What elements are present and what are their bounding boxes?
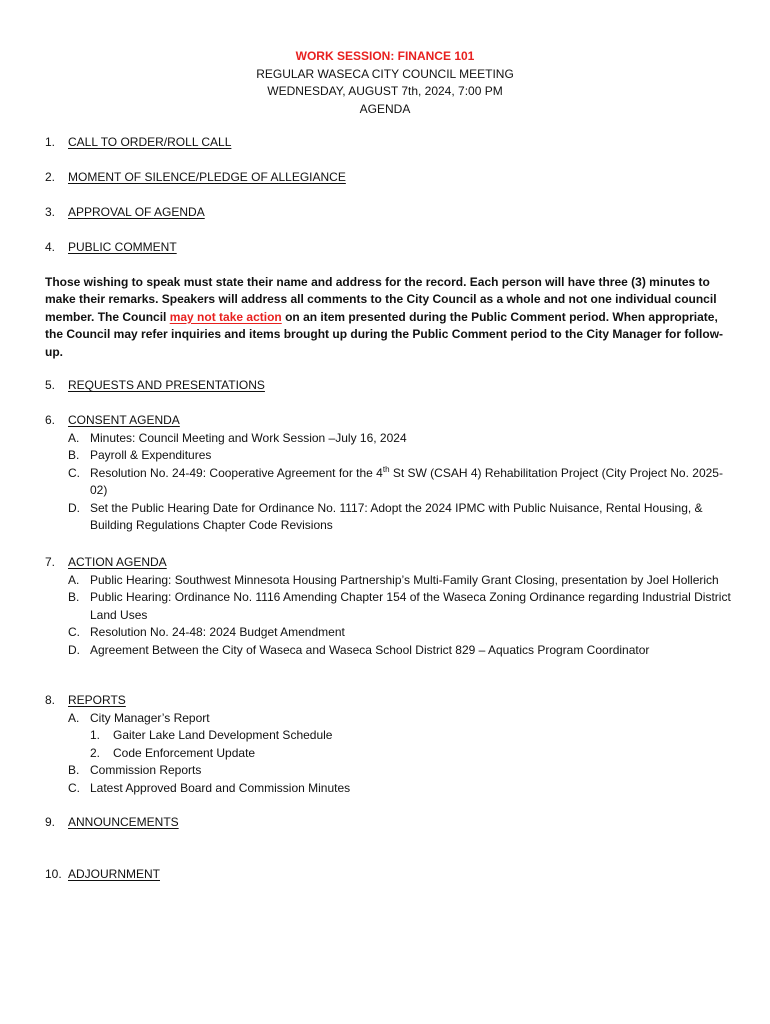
item-number: 6.: [45, 413, 56, 427]
agenda-item-10: [45, 866, 735, 884]
agenda-item-8: [45, 692, 735, 797]
reports-item-a: A. City Manager’s Report: [68, 710, 210, 725]
item-label: REQUESTS AND PRESENTATIONS: [68, 378, 265, 392]
action-item-a: A. Public Hearing: Southwest Minnesota Housing Partnership’s Multi-Family Grant Closing, presentation by Joel Hollerich: [68, 572, 719, 587]
item-label: ADJOURNMENT: [68, 867, 160, 881]
header-agenda: AGENDA: [359, 101, 411, 116]
consent-item-d: D. Set the Public Hearing Date for Ordinance No. 1117: Adopt the 2024 IPMC with Public Nuisance, Rental Housing, & Building Regulations Chapter Code Revisions: [68, 500, 703, 532]
item-number: 4.: [45, 240, 56, 254]
item-label: CONSENT AGENDA: [68, 413, 180, 427]
item-number: 2.: [45, 170, 56, 184]
agenda-item-3: [45, 204, 735, 222]
agenda-item-9: [45, 814, 735, 832]
item-number: 10.: [45, 867, 62, 881]
header-date: WEDNESDAY, AUGUST 7th, 2024, 7:00 PM: [267, 84, 503, 98]
public-comment-highlight: may not take action: [169, 309, 282, 324]
action-item-c: C. Resolution No. 24-48: 2024 Budget Amendment: [68, 625, 345, 639]
item-number: 9.: [45, 815, 56, 829]
item-label: ANNOUNCEMENTS: [68, 815, 179, 829]
consent-item-c: C. Resolution No. 24-49: Cooperative Agreement for the 4th St SW (CSAH 4) Rehabilitation Project (City Project No. 2025-02): [68, 464, 723, 497]
agenda-item-2: [45, 169, 735, 187]
item-label: ACTION AGENDA: [68, 555, 167, 569]
agenda-item-4: [45, 239, 735, 257]
header-title: WORK SESSION: FINANCE 101: [295, 49, 475, 63]
reports-item-a2: 2. Code Enforcement Update: [90, 745, 256, 760]
item-label: REPORTS: [68, 693, 126, 707]
public-comment-paragraph: [45, 274, 735, 361]
header-meeting: REGULAR WASECA CITY COUNCIL MEETING: [256, 66, 514, 81]
agenda-item-7: [45, 554, 735, 659]
action-item-b: B. Public Hearing: Ordinance No. 1116 Amending Chapter 154 of the Waseca Zoning Ordinance regarding Industrial District Land Uses: [68, 590, 731, 622]
item-label: CALL TO ORDER/ROLL CALL: [68, 135, 232, 149]
item-number: 7.: [45, 555, 56, 569]
agenda-item-5: [45, 377, 735, 395]
agenda-item-6: [45, 412, 735, 535]
item-number: 8.: [45, 693, 56, 707]
item-number: 3.: [45, 205, 56, 219]
reports-item-b: B. Commission Reports: [68, 763, 202, 777]
action-item-d: D. Agreement Between the City of Waseca and Waseca School District 829 – Aquatics Program Coordinator: [68, 642, 650, 657]
document-header: [0, 48, 770, 118]
item-label: PUBLIC COMMENT: [68, 240, 177, 254]
reports-item-a1: 1. Gaiter Lake Land Development Schedule: [90, 728, 333, 742]
consent-item-a: A. Minutes: Council Meeting and Work Session –July 16, 2024: [68, 430, 407, 445]
reports-item-c: C. Latest Approved Board and Commission Minutes: [68, 780, 351, 795]
item-number: 5.: [45, 378, 56, 392]
public-comment-text: Those wishing to speak must state their name and address for the record. Each person will have three (3) minutes to make their remarks. Speakers will address all comments to the City Council as a whole and not one individual council member. The Council: [45, 275, 717, 324]
agenda-item-1: [45, 134, 735, 152]
item-label: APPROVAL OF AGENDA: [68, 205, 205, 219]
item-label: MOMENT OF SILENCE/PLEDGE OF ALLEGIANCE: [68, 170, 346, 184]
public-comment-text-end: on an item presented during the Public Comment period. When appropriate, the Council may refer inquiries and items brought up during the Public Comment period to the City Manager for follow-up.: [45, 309, 724, 359]
consent-item-b: B. Payroll & Expenditures: [68, 448, 212, 462]
item-number: 1.: [45, 135, 56, 149]
